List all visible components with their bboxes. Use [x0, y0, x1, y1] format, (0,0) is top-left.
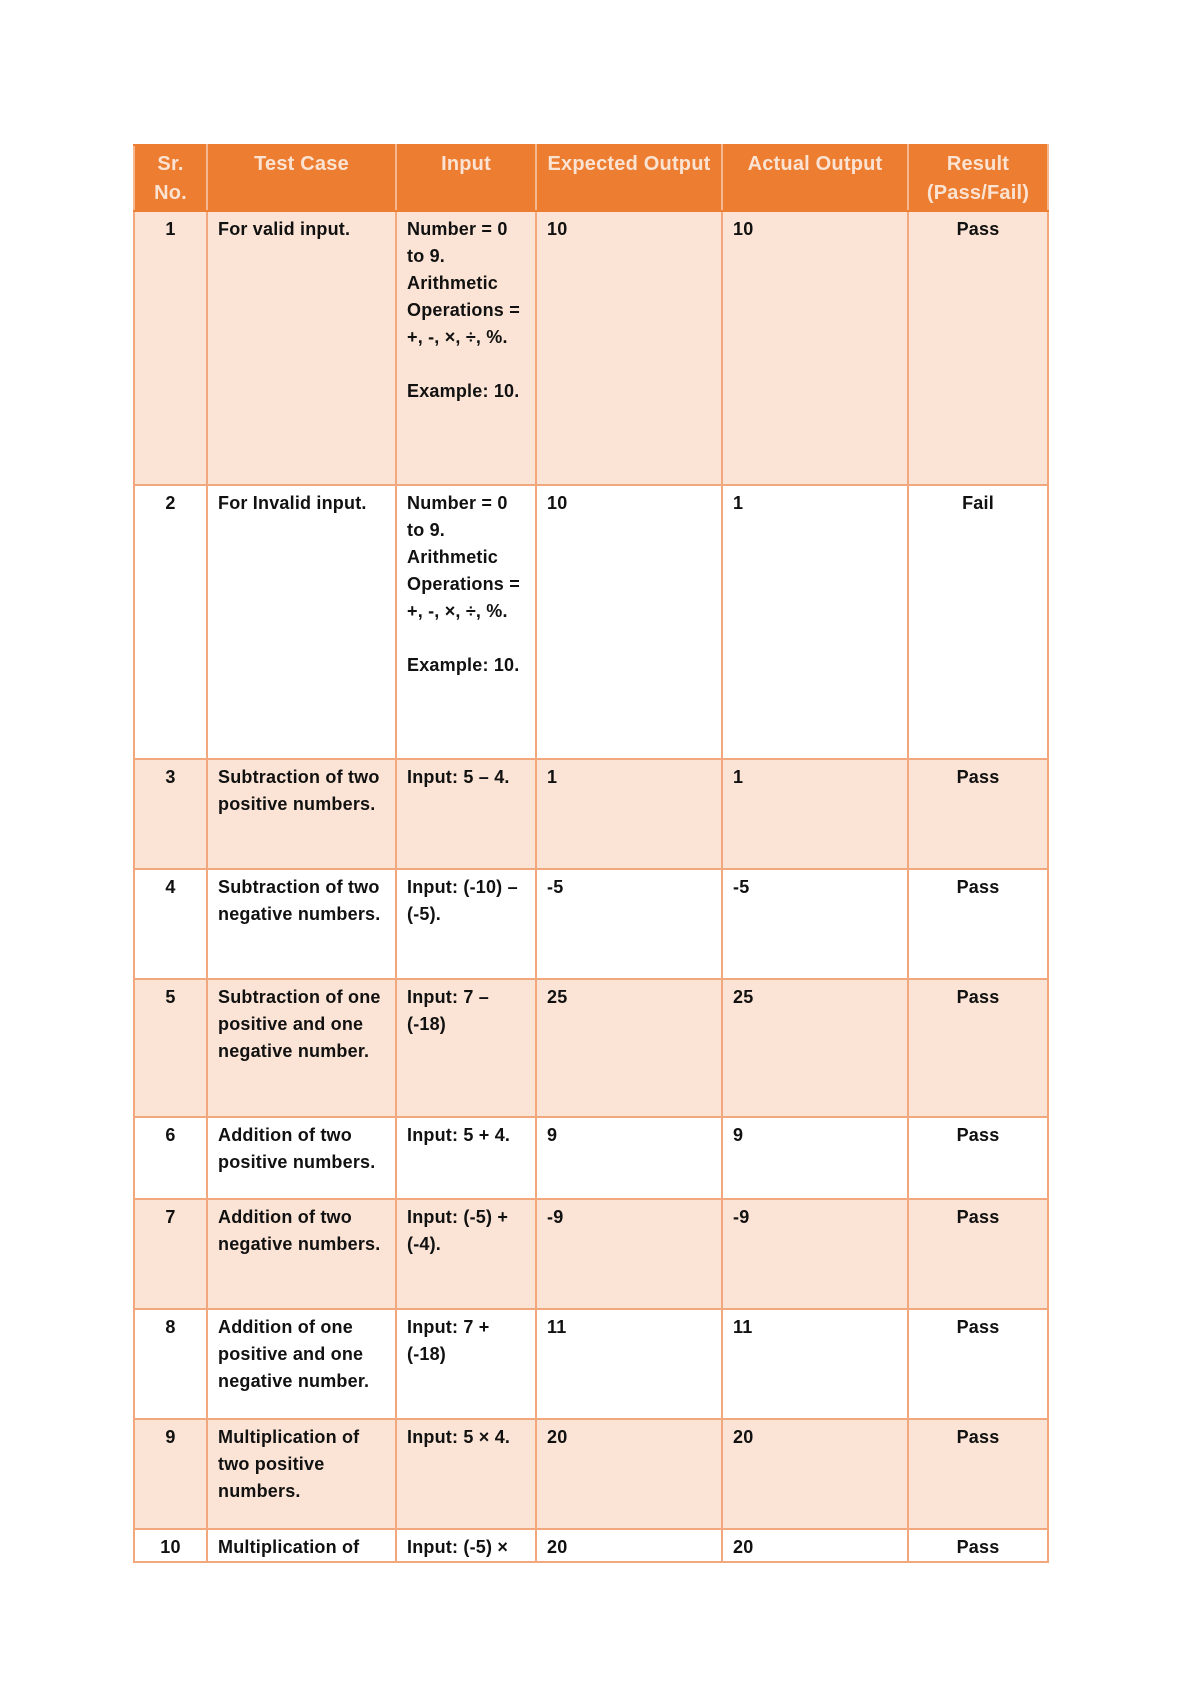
- table-row: [134, 759, 1048, 869]
- table-body: [134, 211, 1048, 1562]
- cell-test-case: Subtraction of one positive and one negative number.: [207, 979, 396, 1117]
- cell-test-case: Subtraction of two negative numbers.: [207, 869, 396, 979]
- header-expected-output: Expected Output: [536, 145, 722, 211]
- cell-actual-output: 1: [722, 759, 908, 869]
- cell-input: Input: 5 × 4.: [396, 1419, 536, 1529]
- cell-test-case: Addition of one positive and one negative number.: [207, 1309, 396, 1419]
- table-header: [134, 145, 1048, 211]
- cell-actual-output: 11: [722, 1309, 908, 1419]
- cell-sr-no: 5: [134, 979, 207, 1117]
- cell-expected-output: 10: [536, 485, 722, 759]
- cell-sr-no: 7: [134, 1199, 207, 1309]
- cell-test-case: For Invalid input.: [207, 485, 396, 759]
- cell-result: Pass: [908, 1309, 1048, 1419]
- cell-result: Pass: [908, 869, 1048, 979]
- cell-expected-output: 20: [536, 1529, 722, 1562]
- cell-sr-no: 3: [134, 759, 207, 869]
- header-sr-no: Sr. No.: [134, 145, 207, 211]
- cell-result: Pass: [908, 1529, 1048, 1562]
- cell-expected-output: 9: [536, 1117, 722, 1199]
- cell-actual-output: 1: [722, 485, 908, 759]
- cell-actual-output: 20: [722, 1419, 908, 1529]
- cell-input: Input: (-5) + (-4).: [396, 1199, 536, 1309]
- cell-sr-no: 6: [134, 1117, 207, 1199]
- cell-input: Input: (-5) ×: [396, 1529, 536, 1562]
- cell-actual-output: 20: [722, 1529, 908, 1562]
- cell-result: Pass: [908, 1199, 1048, 1309]
- cell-input: Number = 0 to 9. Arithmetic Operations = +, -, ×, ÷, %. Example: 10.: [396, 211, 536, 485]
- cell-test-case: Multiplication of: [207, 1529, 396, 1562]
- cell-input: Input: 5 + 4.: [396, 1117, 536, 1199]
- cell-expected-output: -9: [536, 1199, 722, 1309]
- cell-expected-output: -5: [536, 869, 722, 979]
- table-row: [134, 211, 1048, 485]
- cell-result: Pass: [908, 211, 1048, 485]
- cell-input: Input: 7 + (-18): [396, 1309, 536, 1419]
- cell-input: Input: (-10) – (-5).: [396, 869, 536, 979]
- cell-result: Pass: [908, 979, 1048, 1117]
- cell-sr-no: 10: [134, 1529, 207, 1562]
- cell-expected-output: 1: [536, 759, 722, 869]
- cell-sr-no: 2: [134, 485, 207, 759]
- header-result: Result (Pass/Fail): [908, 145, 1048, 211]
- cell-actual-output: 10: [722, 211, 908, 485]
- cell-result: Fail: [908, 485, 1048, 759]
- table-row: [134, 1529, 1048, 1562]
- cell-sr-no: 4: [134, 869, 207, 979]
- header-input: Input: [396, 145, 536, 211]
- cell-test-case: Addition of two negative numbers.: [207, 1199, 396, 1309]
- table-row: [134, 485, 1048, 759]
- table-row: [134, 1309, 1048, 1419]
- cell-sr-no: 8: [134, 1309, 207, 1419]
- cell-input: Input: 5 – 4.: [396, 759, 536, 869]
- table-row: [134, 1117, 1048, 1199]
- cell-sr-no: 9: [134, 1419, 207, 1529]
- table-row: [134, 1419, 1048, 1529]
- table-row: [134, 1199, 1048, 1309]
- cell-result: Pass: [908, 1117, 1048, 1199]
- table-row: [134, 979, 1048, 1117]
- cell-input: Number = 0 to 9. Arithmetic Operations = +, -, ×, ÷, %. Example: 10.: [396, 485, 536, 759]
- cell-test-case: Addition of two positive numbers.: [207, 1117, 396, 1199]
- cell-expected-output: 10: [536, 211, 722, 485]
- cell-sr-no: 1: [134, 211, 207, 485]
- cell-test-case: For valid input.: [207, 211, 396, 485]
- cell-actual-output: 9: [722, 1117, 908, 1199]
- cell-actual-output: -5: [722, 869, 908, 979]
- test-case-table: [133, 144, 1049, 1563]
- cell-test-case: Multiplication of two positive numbers.: [207, 1419, 396, 1529]
- table-row: [134, 869, 1048, 979]
- cell-input: Input: 7 – (-18): [396, 979, 536, 1117]
- header-test-case: Test Case: [207, 145, 396, 211]
- cell-result: Pass: [908, 759, 1048, 869]
- header-actual-output: Actual Output: [722, 145, 908, 211]
- cell-expected-output: 20: [536, 1419, 722, 1529]
- cell-expected-output: 11: [536, 1309, 722, 1419]
- cell-expected-output: 25: [536, 979, 722, 1117]
- cell-actual-output: -9: [722, 1199, 908, 1309]
- cell-result: Pass: [908, 1419, 1048, 1529]
- cell-actual-output: 25: [722, 979, 908, 1117]
- header-row: [134, 145, 1048, 211]
- cell-test-case: Subtraction of two positive numbers.: [207, 759, 396, 869]
